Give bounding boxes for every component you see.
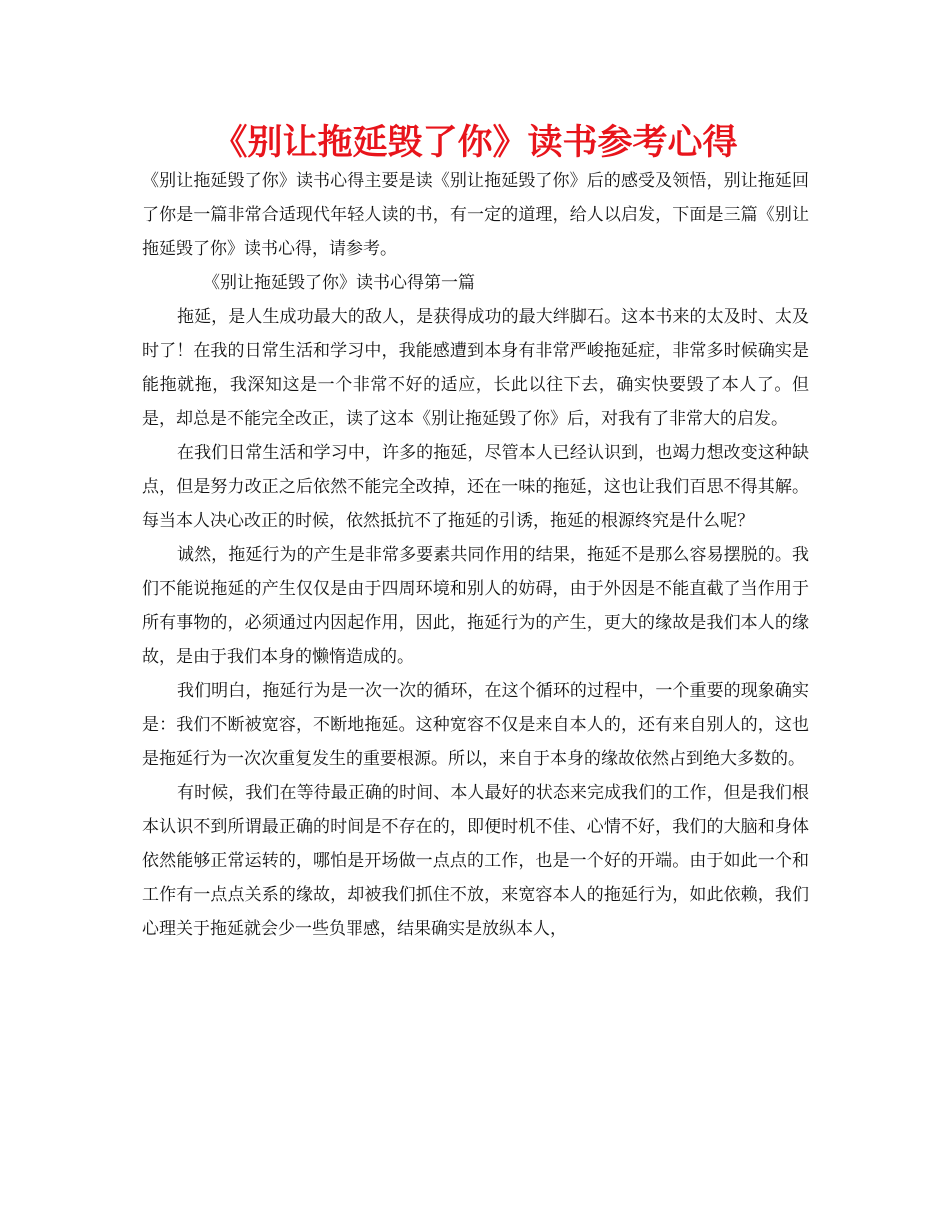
body-paragraph: 拖延，是人生成功最大的敌人，是获得成功的最大绊脚石。这本书来的太及时、太及时了！在我的日常生活和学习中，我能感遭到本身有非常严峻拖延症，非常多时候确实是能拖就拖，我深知这是一个非常不好的适应，长此以往下去，确实快要毁了本人了。但是，却总是不能完全改正，读了这本《别让拖延毁了你》后，对我有了非常大的启发。 (142, 307, 809, 429)
section-heading: 《别让拖延毁了你》读书心得第一篇 (203, 273, 475, 293)
document-body (142, 164, 809, 946)
body-paragraph: 诚然，拖延行为的产生是非常多要素共同作用的结果，拖延不是那么容易摆脱的。我们不能说拖延的产生仅仅是由于四周环境和别人的妨碍，由于外因是不能直截了当作用于所有事物的，必须通过内因起作用，因此，拖延行为的产生，更大的缘故是我们本人的缘故，是由于我们本身的懒惰造成的。 (142, 545, 809, 667)
body-paragraph: 我们明白，拖延行为是一次一次的循环，在这个循环的过程中，一个重要的现象确实是：我们不断被宽容，不断地拖延。这种宽容不仅是来自本人的，还有来自别人的，这也是拖延行为一次次重复发生的重要根源。所以，来自于本身的缘故依然占到绝大多数的。 (142, 681, 809, 769)
body-paragraph: 有时候，我们在等待最正确的时间、本人最好的状态来完成我们的工作，但是我们根本认识不到所谓最正确的时间是不存在的，即便时机不佳、心情不好，我们的大脑和身体依然能够正常运转的，哪怕是开场做一点点的工作，也是一个好的开端。由于如此一个和工作有一点点关系的缘故，却被我们抓住不放，来宽容本人的拖延行为，如此依赖，我们心理关于拖延就会少一些负罪感，结果确实是放纵本人， (142, 783, 809, 939)
intro-paragraph: 《别让拖延毁了你》读书心得主要是读《别让拖延毁了你》后的感受及领悟，别让拖延回了你是一篇非常合适现代年轻人读的书，有一定的道理，给人以启发，下面是三篇《别让拖延毁了你》读书心得，请参考。 (142, 171, 809, 259)
document-title: 《别让拖延毁了你》读书参考心得 (212, 123, 738, 163)
body-paragraph: 在我们日常生活和学习中，许多的拖延，尽管本人已经认识到，也竭力想改变这种缺点，但是努力改正之后依然不能完全改掉，还在一味的拖延，这也让我们百思不得其解。每当本人决心改正的时候，依然抵抗不了拖延的引诱，拖延的根源终究是什么呢？ (142, 443, 809, 531)
